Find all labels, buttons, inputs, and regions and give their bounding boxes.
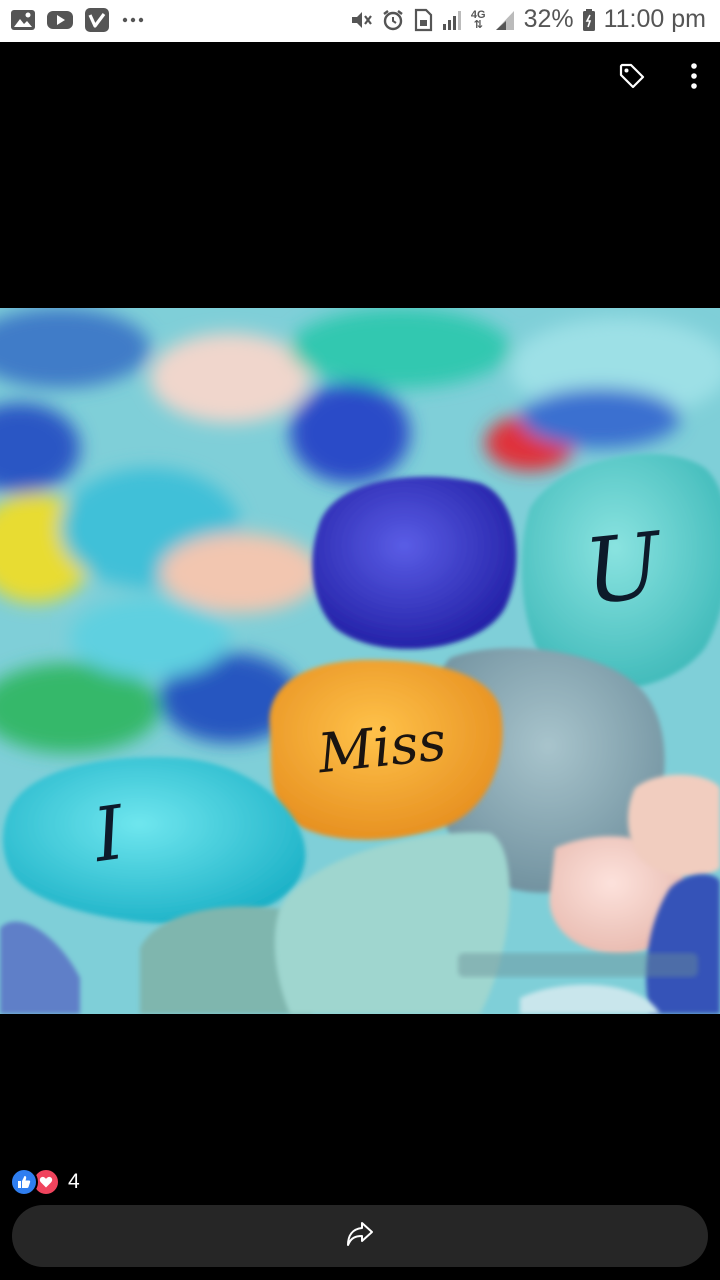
vimeo-icon <box>84 7 110 33</box>
youtube-icon <box>46 7 74 33</box>
status-right-icons <box>349 5 706 34</box>
more-vertical-icon[interactable] <box>690 62 698 95</box>
photo-text-u: U <box>579 513 667 626</box>
more-dots-icon <box>120 7 146 33</box>
status-left-icons <box>10 7 146 33</box>
photo-text-i: I <box>88 789 130 880</box>
clock: 11:00 pm <box>603 5 706 33</box>
battery-percent: 32% <box>523 5 574 33</box>
photo-viewer <box>0 42 720 1280</box>
alarm-icon <box>381 8 405 32</box>
share-icon <box>345 1220 375 1253</box>
battery-icon <box>582 8 596 32</box>
signal-2-icon <box>494 8 516 32</box>
mute-icon <box>349 8 373 32</box>
reactions[interactable] <box>10 1168 80 1196</box>
share-button[interactable] <box>12 1205 708 1267</box>
photo-text-miss: Miss <box>314 709 449 786</box>
reaction-count: 4 <box>68 1170 80 1193</box>
signal-icon <box>441 8 463 32</box>
network-label: 4G <box>470 8 486 21</box>
photo[interactable] <box>0 308 720 1014</box>
tag-icon[interactable] <box>618 62 646 95</box>
network-icon: 4G ⇅ <box>470 8 486 31</box>
status-bar <box>0 0 720 42</box>
viewer-top-actions <box>618 62 698 95</box>
gallery-icon <box>10 7 36 33</box>
sim-icon <box>413 8 433 32</box>
like-icon <box>10 1168 38 1196</box>
